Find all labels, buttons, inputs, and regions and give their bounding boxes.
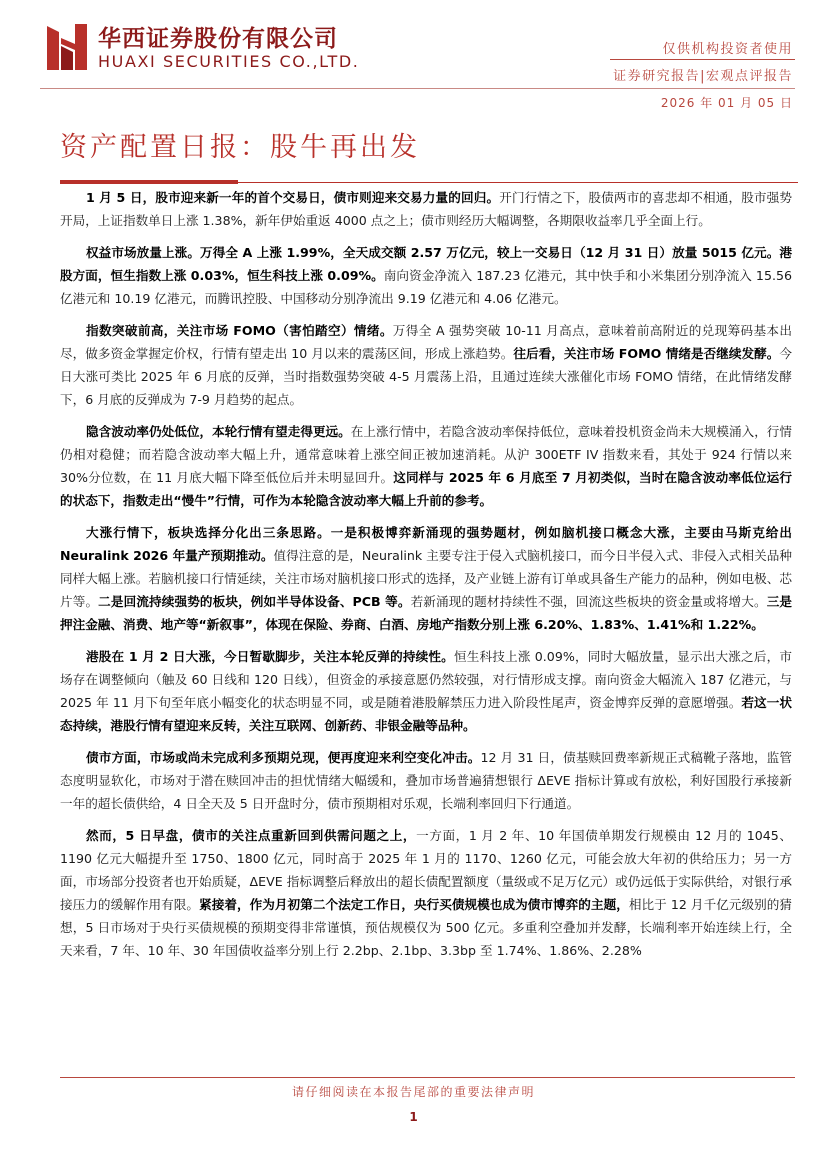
header-divider [40,88,795,89]
company-name-cn: 华西证券股份有限公司 [98,26,338,52]
huaxi-logo-icon [45,22,89,72]
paragraph-text: 若新涌现的题材持续性不强，回流这些板块的资金量或将增大。 [410,594,767,609]
paragraph-text: 万得全 A 强势突破 10-11 月高点，意味着前高附近的兑现筹码基本出尽，做多资金掌握定价权，行情有望走出 10 月以来的震荡区间，形成上涨趋势。 [60,323,792,361]
paragraph-lead: 指数突破前高，关注市场 FOMO（害怕踏空）情绪。 [86,323,393,338]
paragraph-emphasis: 这同样与 2025 年 6 月底至 7 月初类似，当时在隐含波动率低位运行的状态下，指数走出“慢牛”行情，可作为本轮隐含波动率大幅上升前的参考。 [60,470,792,508]
paragraph-text: 在上涨行情中，若隐含波动率保持低位，意味着投机资金尚未大规模涌入，行情仍相对稳健；而若隐含波动率大幅上升，通常意味着上涨空间正被加速消耗。从沪 300ETF IV 指数来看，其处于 924 行情以来 30%分位数，在 11 月底大幅下降至低位后并未明显回升。 [60,424,793,485]
paragraph [60,521,792,636]
company-name-en: HUAXI SECURITIES CO.,LTD. [98,52,360,71]
paragraph [60,645,792,737]
paragraph [60,746,792,815]
paragraph-emphasis: 往后看，关注市场 FOMO 情绪是否继续发酵。 [513,346,780,361]
paragraph-text: 值得注意的是，Neuralink 主要专注于侵入式脑机接口，而今日半侵入式、非侵入式相关品种同样大幅上涨。若脑机接口行情延续，关注市场对脑机接口形式的选择，及产业链上游有订单或具备生产能力的品种，例如电极、芯片等。 [60,548,792,609]
report-date: 2026 年 01 月 05 日 [660,96,793,110]
paragraph-lead: 大涨行情下，板块选择分化出三条思路。一是积极博弈新涌现的强势题材，例如脑机接口概念大涨，主要由马斯克给出 Neuralink 2026 年量产预期推动。 [60,525,792,563]
paragraph-text: 一方面，1 月 2 年、10 年国债单期发行规模由 12 月的 1045、1190 亿元大幅提升至 1750、1800 亿元，同时高于 2025 年 1 月的 1170、1260 亿元，可能会放大年初的供给压力；另一方面，市场部分投资者也开始质疑，ΔEVE 指标调整后释放出的超长债配置额度（量级或不足万亿元）或仍远低于实际供给，对银行承接压力的缓解作用有限。 [60,828,792,912]
paragraph-lead: 港股在 1 月 2 日大涨，今日暂歇脚步，关注本轮反弹的持续性。 [86,649,454,664]
title-underline-accent [60,180,238,184]
paragraph [60,186,792,232]
paragraph-lead: 1 月 5 日，股市迎来新一年的首个交易日，债市则迎来交易力量的回归。 [86,190,500,205]
report-category: 证券研究报告|宏观点评报告 [613,69,793,84]
paragraph-lead: 隐含波动率仍处低位，本轮行情有望走得更远。 [86,424,351,439]
paragraph-text: 12 月 31 日，债基赎回费率新规正式稿靴子落地，监管态度明显软化，市场对于潜在赎回冲击的担忧情绪大幅缓和，叠加市场普遍猜想银行 ΔEVE 指标计算或有放松，利好国股行承接新一年的超长债供给，4 日全天及 5 日开盘时分，债市预期相对乐观，长端利率回归下行通道。 [60,750,793,811]
paragraph-lead: 然而，5 日早盘，债市的关注点重新回到供需问题之上， [86,828,417,843]
page-number: 1 [409,1110,418,1124]
paragraph-text: 开门行情之下，股债两市的喜悲却不相通，股市强势开局，上证指数单日上涨 1.38%，新年伊始重返 4000 点之上；债市则经历大幅调整，各期限收益率几乎全面上行。 [60,190,792,228]
legal-notice: 请仔细阅读在本报告尾部的重要法律声明 [291,1085,535,1099]
paragraph-text: 今日大涨可类比 2025 年 6 月底的反弹，当时指数强势突破 4-5 月震荡上沿，且通过连续大涨催化市场 FOMO 情绪，在此情绪发酵下，6 月底的反弹成为 7-9 月趋势的起点。 [60,346,792,407]
paragraph-text: 恒生科技上涨 0.09%，同时大幅放量，显示出大涨之后，市场存在调整倾向（触及 60 日线和 120 日线），但资金的承接意愿仍然较强，对行情形成支撑。南向资金大幅流入 187 亿港元，与 2025 年 11 月下旬至年底小幅变化的状态明显不同，或是随着港股解禁压力进入阶段性尾声，资金博弈反弹的意愿增强。 [60,649,792,710]
paragraph [60,824,792,962]
paragraph-lead: 权益市场放量上涨。万得全 A 上涨 1.99%，全天成交额 2.57 万亿元，较上一交易日（12 月 31 日）放量 5015 亿元。港股方面，恒生指数上涨 0.03%，恒生科技上涨 0.09%。 [60,245,792,283]
header-divider-short [610,59,795,60]
paragraph [60,420,792,512]
paragraph-emphasis: 三是押注金融、消费、地产等“新叙事”，体现在保险、券商、白酒、房地产指数分别上涨 6.20%、1.83%、1.41%和 1.22%。 [60,594,792,632]
title-underline [238,182,798,183]
report-body [60,186,792,971]
paragraph [60,241,792,310]
report-title: 资产配置日报：股牛再出发 [60,132,420,163]
audience-label: 仅供机构投资者使用 [662,42,793,57]
paragraph [60,319,792,411]
report-header [0,0,827,120]
paragraph-text: 相比于 12 月千亿元级别的猜想，5 日市场对于央行买债规模的预期变得非常谨慎，预估规模仅为 500 亿元。多重利空叠加并发酵，长端利率开始连续上行，全天来看，7 年、10 年、30 年国债收益率分别上行 2.2bp、2.1bp、3.3bp 至 1.74%、1.86%、2.28% [60,897,793,958]
paragraph-lead: 债市方面，市场或尚未完成利多预期兑现，便再度迎来利空变化冲击。 [86,750,481,765]
paragraph-emphasis: 紧接着，作为月初第二个法定工作日，央行买债规模也成为债市博弈的主题， [199,897,629,912]
paragraph-text: 南向资金净流入 187.23 亿港元，其中快手和小米集团分别净流入 15.56 亿港元和 10.19 亿港元，而腾讯控股、中国移动分别净流出 9.19 亿港元和 4.06 亿港元。 [60,268,792,306]
paragraph-emphasis: 二是回流持续强势的板块，例如半导体设备、PCB 等。 [98,594,411,609]
footer-divider [60,1077,795,1078]
paragraph-emphasis: 若这一状态持续，港股行情有望迎来反转，关注互联网、创新药、非银金融等品种。 [60,695,792,733]
